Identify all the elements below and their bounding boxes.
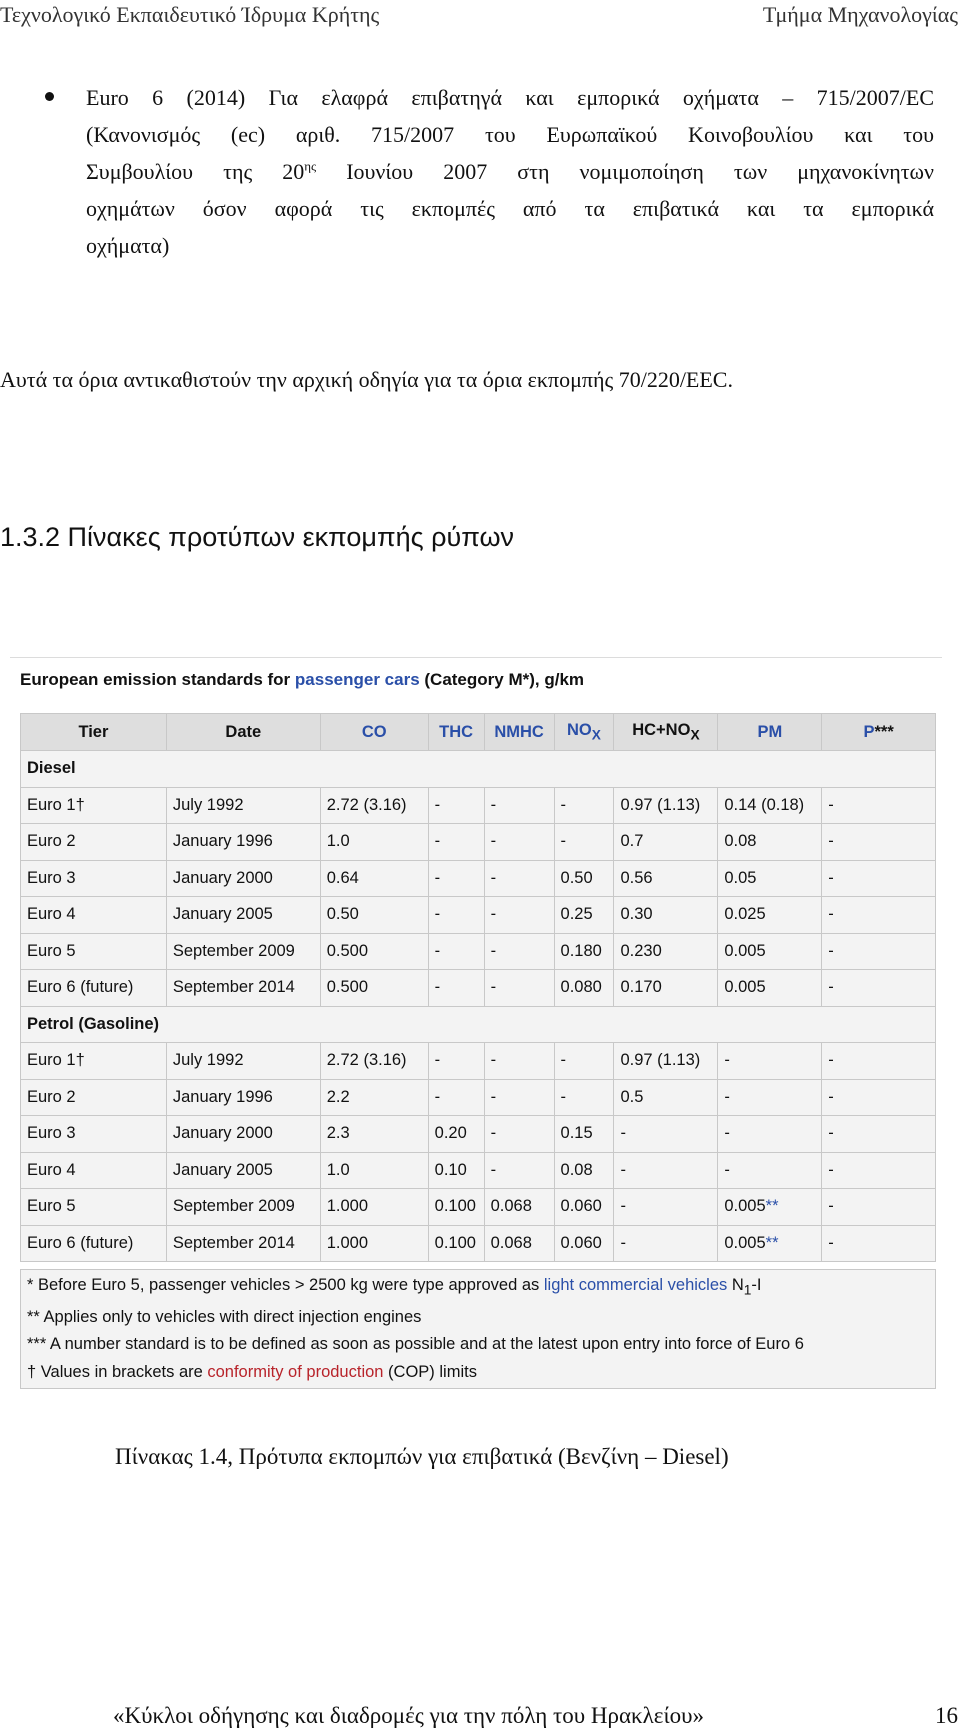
- table-cell: -: [822, 1079, 936, 1116]
- col-pm[interactable]: PM: [718, 714, 822, 751]
- col-nmhc[interactable]: NMHC: [484, 714, 554, 751]
- table-cell: Euro 6 (future): [21, 1225, 167, 1262]
- bullet-text-part: Ιουνίου 2007 στη νομιμοποίηση των μηχανοκίνητων: [316, 159, 934, 184]
- nox-label: NO: [567, 721, 592, 740]
- table-title: [20, 670, 584, 690]
- footnote: [27, 1272, 929, 1304]
- table-cell: -: [614, 1225, 718, 1262]
- footnote-text: N: [727, 1276, 744, 1294]
- table-cell: -: [484, 860, 554, 897]
- table-cell: September 2009: [166, 1189, 320, 1226]
- table-cell: -: [822, 1043, 936, 1080]
- table-cell: 0.97 (1.13): [614, 787, 718, 824]
- section-title: 1.3.2 Πίνακες προτύπων εκπομπής ρύπων: [0, 522, 515, 552]
- table-cell: January 2000: [166, 1116, 320, 1153]
- footnote-text: * Before Euro 5, passenger vehicles > 2500 kg were type approved as: [27, 1276, 544, 1294]
- table-cell: 0.500: [320, 933, 428, 970]
- table-cell: 1.0: [320, 824, 428, 861]
- table-cell: January 2005: [166, 897, 320, 934]
- table-cell: 1.000: [320, 1225, 428, 1262]
- table-cell: 2.72 (3.16): [320, 1043, 428, 1080]
- table-cell: 0.170: [614, 970, 718, 1007]
- table-cell: -: [428, 787, 484, 824]
- table-cell: 0.100: [428, 1225, 484, 1262]
- table-cell: -: [428, 824, 484, 861]
- table-cell: -: [484, 933, 554, 970]
- table-cell: Euro 3: [21, 860, 167, 897]
- bullet-line: (Κανονισμός (ec) αριθ. 715/2007 του Ευρωπαϊκού Κοινοβουλίου και του: [86, 122, 934, 147]
- table-row: [21, 933, 936, 970]
- table-cell: Euro 2: [21, 824, 167, 861]
- table-row: [21, 860, 936, 897]
- table-cell: September 2014: [166, 1225, 320, 1262]
- table-cell: 0.180: [554, 933, 614, 970]
- table-cell: 0.20: [428, 1116, 484, 1153]
- table-cell: -: [614, 1189, 718, 1226]
- table-cell: Euro 3: [21, 1116, 167, 1153]
- table-cell: -: [428, 970, 484, 1007]
- table-cell: Euro 1†: [21, 1043, 167, 1080]
- table-cell: January 1996: [166, 824, 320, 861]
- table-cell: 2.2: [320, 1079, 428, 1116]
- nox-sub: X: [591, 727, 601, 743]
- table-row: [21, 824, 936, 861]
- table-cell: 0.068: [484, 1189, 554, 1226]
- table-cell: 0.005**: [718, 1225, 822, 1262]
- table-cell: -: [822, 897, 936, 934]
- table-cell: 0.068: [484, 1225, 554, 1262]
- col-p: [822, 714, 936, 751]
- table-cell: -: [484, 1043, 554, 1080]
- table-row: [21, 1079, 936, 1116]
- table-cell: 0.060: [554, 1225, 614, 1262]
- table-cell: January 2000: [166, 860, 320, 897]
- table-cell: -: [484, 1116, 554, 1153]
- table-row: [21, 787, 936, 824]
- table-cell: July 1992: [166, 787, 320, 824]
- bullet-line: οχημάτων όσον αφορά τις εκπομπές από τα επιβατικά και τα εμπορικά: [86, 196, 934, 221]
- group-row-diesel: [21, 751, 936, 788]
- table-cell: 0.500: [320, 970, 428, 1007]
- table-cell: 0.5: [614, 1079, 718, 1116]
- table-cell: -: [554, 787, 614, 824]
- col-hcnox: [614, 714, 718, 751]
- table-cell: -: [822, 933, 936, 970]
- table-cell: 0.7: [614, 824, 718, 861]
- table-cell: -: [484, 1079, 554, 1116]
- table-cell: -: [614, 1152, 718, 1189]
- table-row: [21, 1043, 936, 1080]
- hcnox-sub: X: [690, 727, 700, 743]
- table-cell: January 1996: [166, 1079, 320, 1116]
- footnote-sub: 1: [743, 1282, 752, 1298]
- table-cell: 0.025: [718, 897, 822, 934]
- group-label: Diesel: [21, 751, 936, 788]
- table-cell: 0.005: [718, 970, 822, 1007]
- group-label: Petrol (Gasoline): [21, 1006, 936, 1043]
- col-tier: Tier: [21, 714, 167, 751]
- table-cell: 0.005**: [718, 1189, 822, 1226]
- table-cell: -: [614, 1116, 718, 1153]
- table-cell: -: [822, 860, 936, 897]
- passenger-cars-link[interactable]: passenger cars: [294, 670, 420, 689]
- table-cell: 0.005: [718, 933, 822, 970]
- table-cell: Euro 6 (future): [21, 970, 167, 1007]
- table-cell: 0.060: [554, 1189, 614, 1226]
- bullet-paragraph: [86, 79, 934, 264]
- table-cell: 0.50: [320, 897, 428, 934]
- bullet-line: [86, 153, 934, 190]
- table-cell: 0.64: [320, 860, 428, 897]
- footnote: ** Applies only to vehicles with direct injection engines: [27, 1307, 422, 1326]
- directive-note: Αυτά τα όρια αντικαθιστούν την αρχική οδηγία για τα όρια εκπομπής 70/220/EEC.: [0, 367, 733, 392]
- table-cell: 0.05: [718, 860, 822, 897]
- superscript: ης: [304, 158, 317, 174]
- table-cell: -: [718, 1043, 822, 1080]
- table-cell: -: [484, 787, 554, 824]
- table-cell: -: [428, 860, 484, 897]
- table-cell: -: [822, 1152, 936, 1189]
- table-cell: 2.3: [320, 1116, 428, 1153]
- table-cell: 0.15: [554, 1116, 614, 1153]
- table-cell: Euro 2: [21, 1079, 167, 1116]
- conformity-of-production-link[interactable]: conformity of production: [207, 1362, 384, 1381]
- col-nox[interactable]: [554, 714, 614, 751]
- footnote-text: † Values in brackets are: [27, 1362, 208, 1381]
- table-cell: -: [822, 787, 936, 824]
- table-cell: 0.97 (1.13): [614, 1043, 718, 1080]
- emission-standards-table: [20, 713, 936, 1262]
- table-cell: -: [822, 1189, 936, 1226]
- table-cell: 0.30: [614, 897, 718, 934]
- table-title-text: European emission standards for: [20, 670, 295, 689]
- bullet-line: οχήματα): [86, 233, 170, 258]
- table-cell: 0.080: [554, 970, 614, 1007]
- table-cell: -: [484, 1152, 554, 1189]
- table-row: [21, 897, 936, 934]
- table-cell: -: [554, 1079, 614, 1116]
- table-cell: Euro 1†: [21, 787, 167, 824]
- table-cell: September 2014: [166, 970, 320, 1007]
- table-cell: -: [484, 897, 554, 934]
- table-caption: Πίνακας 1.4, Πρότυπα εκπομπών για επιβατικά (Βενζίνη – Diesel): [115, 1444, 729, 1469]
- table-title-text: (Category M*), g/km: [419, 670, 585, 689]
- p-stars: ***: [874, 722, 894, 741]
- table-cell: Euro 4: [21, 1152, 167, 1189]
- table-cell: September 2009: [166, 933, 320, 970]
- hcnox-label: HC+NO: [632, 721, 691, 740]
- table-cell: 0.230: [614, 933, 718, 970]
- table-cell: 0.25: [554, 897, 614, 934]
- bullet-text-part: Συμβουλίου της 20: [86, 159, 305, 184]
- table-cell: Euro 4: [21, 897, 167, 934]
- table-cell: -: [428, 1079, 484, 1116]
- table-row: [21, 1189, 936, 1226]
- table-cell: -: [822, 1116, 936, 1153]
- table-cell: -: [484, 824, 554, 861]
- p-label: P: [863, 722, 875, 741]
- table-header-row: [21, 714, 936, 751]
- col-co[interactable]: CO: [320, 714, 428, 751]
- col-thc[interactable]: THC: [428, 714, 484, 751]
- page-number: 16: [935, 1703, 958, 1728]
- table-cell: 0.14 (0.18): [718, 787, 822, 824]
- table-cell: 0.10: [428, 1152, 484, 1189]
- bullet-line: Euro 6 (2014) Για ελαφρά επιβατηγά και εμπορικά οχήματα – 715/2007/EC: [86, 85, 934, 110]
- light-commercial-vehicles-link[interactable]: light commercial vehicles: [543, 1276, 728, 1294]
- table-cell: -: [428, 933, 484, 970]
- table-cell: Euro 5: [21, 1189, 167, 1226]
- table-cell: -: [822, 970, 936, 1007]
- table-row: [21, 970, 936, 1007]
- footnote: *** A number standard is to be defined as soon as possible and at the latest upon entry into force of Euro 6: [27, 1335, 804, 1354]
- table-cell: 1.0: [320, 1152, 428, 1189]
- table-cell: -: [718, 1079, 822, 1116]
- footnote-text: (COP) limits: [383, 1362, 477, 1381]
- group-row-petrol: [21, 1006, 936, 1043]
- table-footnotes: [20, 1269, 936, 1389]
- bullet-icon: [45, 92, 54, 101]
- table-cell: -: [822, 1225, 936, 1262]
- footer-title: «Κύκλοι οδήγησης και διαδρομές για την πόλη του Ηρακλείου»: [113, 1703, 705, 1728]
- table-cell: -: [718, 1152, 822, 1189]
- table-row: [21, 1152, 936, 1189]
- table-cell: -: [822, 824, 936, 861]
- table-cell: 0.08: [718, 824, 822, 861]
- table-cell: -: [554, 824, 614, 861]
- table-cell: -: [428, 1043, 484, 1080]
- table-cell: Euro 5: [21, 933, 167, 970]
- table-cell: 0.56: [614, 860, 718, 897]
- table-cell: -: [484, 970, 554, 1007]
- header-department: Τμήμα Μηχανολογίας: [762, 2, 958, 27]
- header-institution: Τεχνολογικό Εκπαιδευτικό Ίδρυμα Κρήτης: [0, 2, 380, 27]
- table-cell: 1.000: [320, 1189, 428, 1226]
- table-cell: 2.72 (3.16): [320, 787, 428, 824]
- table-cell: -: [428, 897, 484, 934]
- table-cell: 0.50: [554, 860, 614, 897]
- table-row: [21, 1225, 936, 1262]
- table-cell: -: [554, 1043, 614, 1080]
- table-cell: 0.100: [428, 1189, 484, 1226]
- table-cell: January 2005: [166, 1152, 320, 1189]
- table-cell: July 1992: [166, 1043, 320, 1080]
- table-cell: -: [718, 1116, 822, 1153]
- footnote-text: -I: [751, 1276, 762, 1294]
- table-row: [21, 1116, 936, 1153]
- table-cell: 0.08: [554, 1152, 614, 1189]
- emission-table-figure: [10, 657, 942, 1386]
- col-date: Date: [166, 714, 320, 751]
- footnote: [27, 1359, 929, 1387]
